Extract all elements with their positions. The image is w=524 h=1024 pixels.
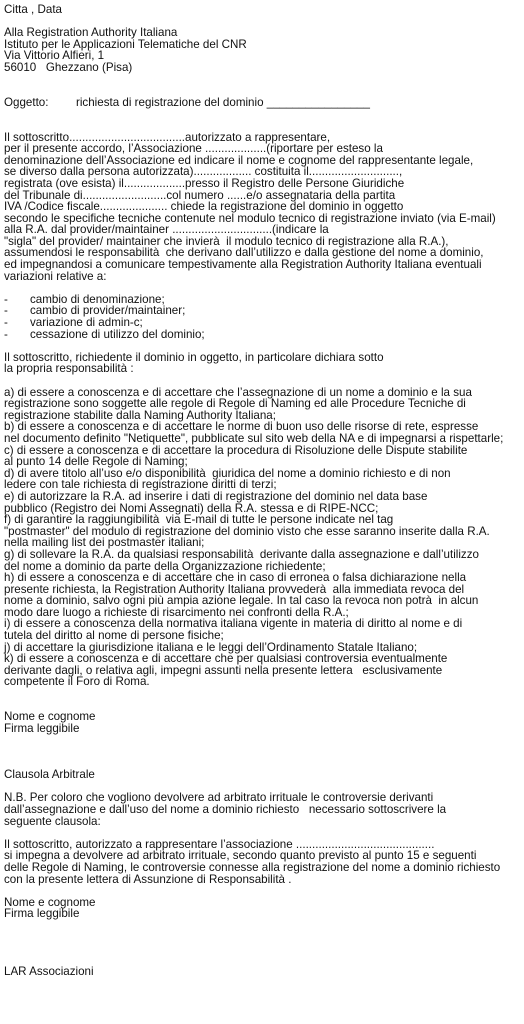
paragraph-line: assumendosi le responsabilità che derivano dall’utilizzo e dalla gestione del nome a dominio, bbox=[4, 246, 484, 260]
clause-line: tutela del diritto al nome di persone fisiche; bbox=[4, 629, 224, 643]
clause-line: registrazione stabilite dalla Naming Authority Italiana; bbox=[4, 408, 276, 422]
clause-line: g) di sollevare la R.A. da qualsiasi responsabilità derivante dalla assegnazione e dall’utilizzo bbox=[4, 547, 479, 561]
paragraph-line: "sigla" del provider/ maintainer che invierà il modulo tecnico di registrazione alla R.A.), bbox=[4, 234, 449, 248]
arbitration-statement bbox=[4, 839, 520, 885]
declaration-intro bbox=[4, 352, 520, 375]
paragraph-line: Il sottoscritto, autorizzato a rappresentare l’associazione ........................................... bbox=[4, 837, 435, 851]
paragraph-line: per il presente accordo, l’Associazione ...................(riportare per esteso la bbox=[4, 142, 383, 156]
signature-name-label: Nome e cognome bbox=[4, 895, 96, 909]
clause-line: c) di essere a conoscenza e di accettare la procedura di Risoluzione delle Dispute stabilite bbox=[4, 443, 468, 457]
recipient-line: Via Vittorio Alfieri, 1 bbox=[4, 49, 105, 63]
clause-line: nella mailing list dei postmaster italiani; bbox=[4, 536, 205, 550]
clause-line: i) di essere a conoscenza della normativa italiana vigente in materia di diritto al nome e di bbox=[4, 617, 463, 631]
paragraph-line: del Tribunale di..........................col numero ......e/o assegnataria della partita bbox=[4, 188, 396, 202]
clause-line: e) di autorizzare la R.A. ad inserire i dati di registrazione del dominio nel data base bbox=[4, 489, 428, 503]
clause-line: b) di essere a conoscenza e di accettare le norme di buon uso delle risorse di rete, espresse bbox=[4, 420, 479, 434]
place-date: Citta , Data bbox=[4, 3, 62, 16]
recipient-line: Istituto per le Applicazioni Telematiche del CNR bbox=[4, 37, 247, 51]
paragraph-line: ed impegnandosi a comunicare tempestivamente alla Registration Authority Italiana eventuali bbox=[4, 258, 482, 272]
recipient-block bbox=[4, 27, 520, 73]
paragraph-line: dall’assegnazione e dall’uso del nome a dominio richiesto necessario sottoscrivere la bbox=[4, 802, 447, 816]
recipient-line: 56010 Ghezzano (Pisa) bbox=[4, 60, 133, 74]
clause-line: competente il Foro di Roma. bbox=[4, 675, 150, 689]
list-item bbox=[4, 329, 520, 341]
clause-line: derivante dagli, o relativa agli, impegni assunti nella presente lettera esclusivamente bbox=[4, 663, 443, 677]
clause-line: modo dare luogo a richieste di risarcimento nei confronti della R.A.; bbox=[4, 605, 349, 619]
signature-block bbox=[4, 711, 520, 734]
subject-label: Oggetto: bbox=[4, 95, 49, 109]
footer-label: LAR Associazioni bbox=[4, 965, 94, 979]
paragraph-line: seguente clausola: bbox=[4, 814, 101, 828]
paragraph-line: se diverso dalla persona autorizzata).................. costituita il............................, bbox=[4, 165, 403, 179]
letter-document bbox=[4, 0, 520, 978]
clause-line: "postmaster" del modulo di registrazione del dominio visto che esse saranno inserite dalla R.A. bbox=[4, 524, 490, 538]
clause-line: pubblico (Registro dei Nomi Assegnati) della R.A. stessa e di RIPE-NCC; bbox=[4, 501, 379, 515]
signature-label: Firma leggibile bbox=[4, 721, 80, 735]
clause-line: k) di essere a conoscenza e di accettare che per qualsiasi controversia eventualmente bbox=[4, 652, 448, 666]
clause-line: del nome a dominio da parte della Organizzazione richiedente; bbox=[4, 559, 326, 573]
list-dash: - bbox=[4, 316, 8, 330]
list-item bbox=[4, 317, 520, 329]
clause-line: h) di essere a conoscenza e di accettare che in caso di erronea o falsa dichiarazione nella bbox=[4, 571, 467, 585]
paragraph-line: secondo le specifiche tecniche contenute nel modulo tecnico di registrazione inviato (via E-mail) bbox=[4, 211, 496, 225]
paragraph-line: delle Regole di Naming, le controversie connesse alla registrazione del nome a dominio richiesto bbox=[4, 860, 501, 874]
variations-list bbox=[4, 294, 520, 340]
paragraph-line: Il sottoscritto....................................autorizzato a rappresentare, bbox=[4, 130, 331, 144]
paragraph-line: la propria responsabilità : bbox=[4, 362, 134, 376]
list-dash: - bbox=[4, 304, 8, 318]
clause-line: al punto 14 delle Regole di Naming; bbox=[4, 455, 188, 469]
clause-line: f) di garantire la raggiungibilità via E-mail di tutte le persone indicate nel tag bbox=[4, 513, 394, 527]
clause-line: nome a dominio, salvo ogni più ampia azione legale. In tal caso la revoca non potrà in alcun bbox=[4, 594, 479, 608]
recipient-line: Alla Registration Authority Italiana bbox=[4, 26, 178, 40]
list-item-text: cambio di provider/maintainer; bbox=[30, 304, 186, 318]
clause-line: a) di essere a conoscenza e di accettare che l’assegnazione di un nome a dominio e la sua bbox=[4, 385, 472, 399]
arbitration-title: Clausola Arbitrale bbox=[4, 768, 95, 782]
clause-line: ledere con tale richiesta di registrazione diritti di terzi; bbox=[4, 478, 277, 492]
signature-label: Firma leggibile bbox=[4, 907, 80, 921]
list-dash: - bbox=[4, 292, 8, 306]
clause-line: presente richiesta, la Registration Authority Italiana provvederà alla immediata revoca del bbox=[4, 582, 465, 596]
list-item-text: variazione di admin-c; bbox=[30, 316, 143, 330]
paragraph-line: IVA /Codice fiscale..................... chiede la registrazione del dominio in oggetto bbox=[4, 200, 404, 214]
list-dash: - bbox=[4, 327, 8, 341]
clauses-list bbox=[4, 387, 520, 688]
paragraph-line: variazioni relative a: bbox=[4, 269, 107, 283]
paragraph-line: alla R.A. dal provider/maintainer ...............................(indicare la bbox=[4, 223, 329, 237]
clause-line: nel documento definito "Netiquette", pubblicate sul sito web della NA e di impegnarsi a rispettarle; bbox=[4, 431, 504, 445]
paragraph-line: registrata (ove esista) il...................presso il Registro delle Persone Giuridiche bbox=[4, 176, 405, 190]
paragraph-line: denominazione dell’Associazione ed indicare il nome e cognome del rappresentante legale, bbox=[4, 153, 474, 167]
clause-line: j) di accettare la giurisdizione italiana e le leggi dell’Ordinamento Statale Italiano; bbox=[4, 640, 418, 654]
paragraph-line: Il sottoscritto, richiedente il dominio in oggetto, in particolare dichiara sotto bbox=[4, 350, 384, 364]
clause-line: registrazione sono soggette alle regole di Regole di Naming ed alle Procedure Tecniche di bbox=[4, 397, 466, 411]
list-item-text: cambio di denominazione; bbox=[30, 292, 165, 306]
paragraph-line: con la presente lettera di Assunzione di Responsabilità . bbox=[4, 872, 292, 886]
arbitration-note bbox=[4, 792, 520, 827]
intro-paragraph bbox=[4, 132, 520, 283]
clause-line: d) di avere titolo all’uso e/o disponibilità giuridica del nome a dominio richiesto e di non bbox=[4, 466, 451, 480]
list-item-text: cessazione di utilizzo del dominio; bbox=[30, 327, 205, 341]
paragraph-line: N.B. Per coloro che vogliono devolvere ad arbitrato irrituale le controversie derivanti bbox=[4, 791, 434, 805]
signature-name-label: Nome e cognome bbox=[4, 710, 96, 724]
subject-text: richiesta di registrazione del dominio ________________ bbox=[76, 95, 370, 109]
subject-line bbox=[4, 97, 520, 109]
paragraph-line: si impegna a devolvere ad arbitrato irrituale, secondo quanto previsto al punto 15 e seguenti bbox=[4, 849, 477, 863]
signature-block bbox=[4, 897, 520, 920]
